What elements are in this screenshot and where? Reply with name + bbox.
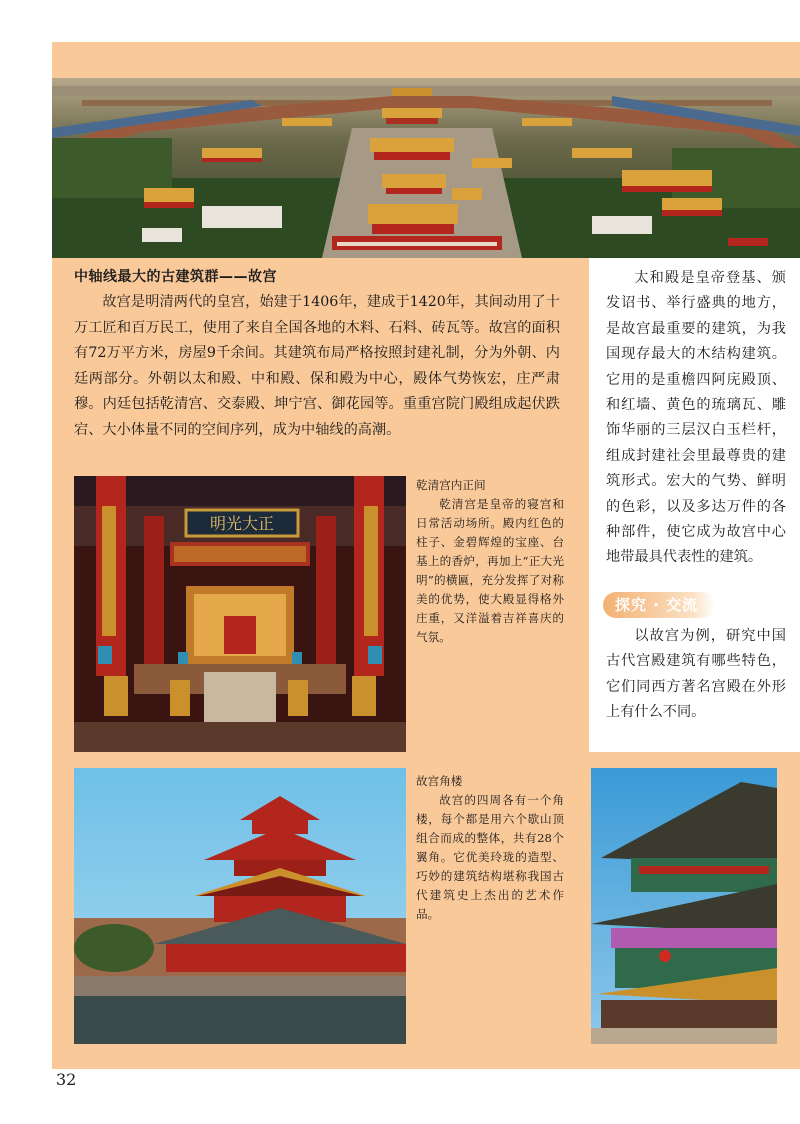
pavilion-photo — [591, 768, 777, 1044]
caption-title: 故宫角楼 — [416, 774, 463, 788]
caption-body: 乾清宫是皇帝的寝宫和日常活动场所。殿内红色的柱子、金碧辉煌的宝座、台基上的香炉，再加上“正大光明”的横匾，充分发挥了对称美的优势，使大殿显得格外庄重，又洋溢着吉祥喜庆的气氛。 — [416, 497, 564, 644]
caption-body: 故宫的四周各有一个角楼，每个都是用六个歇山顶组合而成的整体，共有28个翼角。它优美玲珑的造型、巧妙的建筑结构堪称我国古代建筑史上杰出的艺术作品。 — [416, 793, 564, 921]
plaque-text: 明光大正 — [209, 514, 275, 533]
page-number: 32 — [56, 1070, 77, 1089]
explore-text: 以故宫为例，研究中国古代宫殿建筑有哪些特色，它们同西方著名宫殿在外形上有什么不同。 — [606, 628, 786, 721]
explore-label: 探究 · 交流 — [603, 592, 715, 618]
caption-title: 乾清宫内正间 — [416, 478, 486, 492]
main-article — [74, 266, 560, 443]
qianqing-palace-photo — [74, 476, 406, 752]
corner-tower-photo — [74, 768, 406, 1044]
sidebar-text: 太和殿是皇帝登基、颁发诏书、举行盛典的地方，是故宫最重要的建筑，为我国现存最大的木结构建筑。它用的是重檐四阿庑殿顶、和红墙、黄色的琉璃瓦、雕饰华丽的三层汉白玉栏杆，组成封建社会里最尊贵的建筑形式。宏大的气势、鲜明的色彩，以及多达万件的各种部件，使它成为故宫中心地带最具代表性的建筑。 — [606, 270, 786, 566]
qianqing-caption — [416, 476, 564, 647]
corner-tower-caption — [416, 772, 564, 924]
forbidden-city-aerial-photo — [52, 78, 800, 258]
section-heading: 中轴线最大的古建筑群——故宫 — [74, 269, 277, 285]
article-body: 故宫是明清两代的皇宫，始建于1406年，建成于1420年，其间动用了十万工匠和百万民工，使用了来自全国各地的木料、石料、砖瓦等。故宫的面积有72万平方米，房屋9千余间。其建筑布局严格按照封建礼制，分为外朝、内廷两部分。外朝以太和殿、中和殿、保和殿为中心，殿体气势恢宏，庄严肃穆。内廷包括乾清宫、交泰殿、坤宁宫、御花园等。重重宫院门殿组成起伏跌宕、大小体量不同的空间序列，成为中轴线的高潮。 — [74, 294, 560, 438]
